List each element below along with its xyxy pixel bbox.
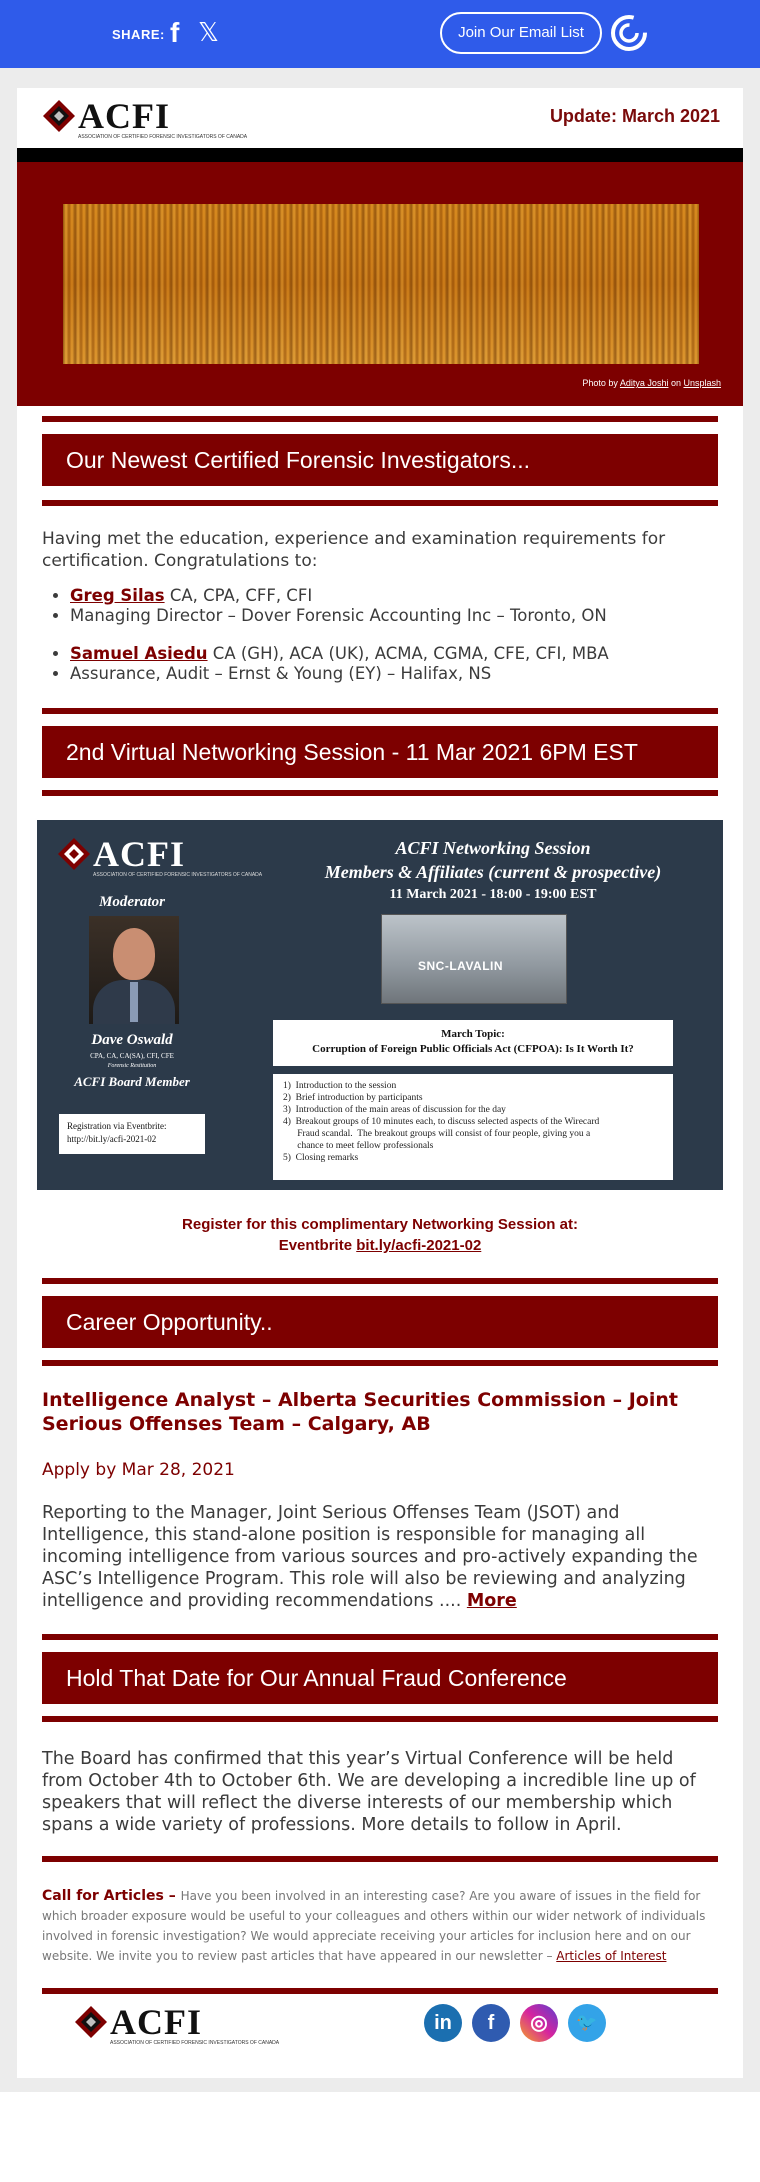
agenda-item: 5) Closing remarks: [283, 1153, 359, 1163]
acfi-diamond-icon: [42, 99, 76, 133]
section-rule: [42, 1360, 718, 1366]
facebook-icon[interactable]: f: [472, 2004, 510, 2042]
section-rule: [42, 500, 718, 506]
credit-author-link[interactable]: Aditya Joshi: [619, 378, 669, 388]
moderator-tie: [130, 982, 138, 1022]
moderator-creds2: Forensic Restitution: [107, 1063, 157, 1069]
more-link[interactable]: More: [466, 1591, 517, 1611]
section-heading-certified: Our Newest Certified Forensic Investigators...: [42, 434, 718, 486]
moderator-creds: CPA, CA, CA(SA), CFI, CFE: [90, 1052, 174, 1060]
banner-title: [273, 836, 713, 884]
certified-intro: Having met the education, experience and examination requirements for certification. Congratulations to:: [42, 529, 666, 571]
linkedin-icon[interactable]: in: [424, 2004, 462, 2042]
update-label: Update: March 2021: [549, 106, 720, 126]
banner-logo-subtitle: ASSOCIATION OF CERTIFIED FORENSIC INVESTIGATORS OF CANADA: [93, 872, 263, 878]
eventbrite-link[interactable]: bit.ly/acfi-2021-02: [356, 1237, 482, 1254]
job-title-link[interactable]: Intelligence Analyst – Alberta Securities Commission – Joint Serious Offenses Team – Calgary, AB: [42, 1389, 678, 1435]
person-link-greg-silas[interactable]: Greg Silas: [70, 586, 165, 605]
conference-body: The Board has confirmed that this year’s Virtual Conference will be held from October 4th to October 6th. We are developing a incredible line up of speakers that will reflect the diverse interests of our membership which spans a wide variety of professions. More details to follow in April.: [42, 1749, 696, 1835]
photo-credit: [582, 378, 721, 388]
job-description-text: Reporting to the Manager, Joint Serious Offenses Team (JSOT) and Intelligence, this stand-alone position is responsible for managing all incoming intelligence from various sources and pro-actively expanding the ASC’s Intelligence Program. This role will also be reviewing and analyzing intelligence and providing recommendations ....: [42, 1503, 698, 1611]
credit-site-link[interactable]: Unsplash: [683, 378, 721, 388]
logo-wordmark: ACFI: [78, 96, 170, 136]
logo-subtitle: ASSOCIATION OF CERTIFIED FORENSIC INVESTIGATORS OF CANADA: [78, 134, 248, 140]
instagram-icon[interactable]: ◎: [520, 2004, 558, 2042]
credit-mid: on: [668, 378, 684, 388]
person-creds: CA, CPA, CFF, CFI: [164, 586, 313, 605]
facebook-share-icon[interactable]: f: [170, 17, 180, 48]
job-description: [42, 1502, 718, 1612]
moderator-head: [113, 928, 155, 980]
person-link-samuel-asiedu[interactable]: Samuel Asiedu: [70, 644, 208, 663]
networking-session-banner[interactable]: [37, 820, 723, 1190]
section-heading-conference: Hold That Date for Our Annual Fraud Conference: [42, 1652, 718, 1704]
top-bar: [0, 0, 760, 68]
agenda-box: [273, 1074, 673, 1180]
agenda-item: Fraud scandal. The breakout groups will consist of four people, giving you a: [283, 1129, 591, 1139]
call-lead: Call for Articles –: [42, 1888, 181, 1904]
topic-line2: Corruption of Foreign Public Officials Act (CFPOA): Is It Worth It?: [312, 1043, 634, 1055]
register-text: [42, 1214, 718, 1256]
agenda-item: chance to meet fellow professionals: [283, 1141, 434, 1151]
header-divider: [17, 148, 743, 162]
footer-logo-wordmark: ACFI: [110, 2002, 202, 2042]
section-heading-career: Career Opportunity..: [42, 1296, 718, 1348]
hero-banner: [17, 162, 743, 406]
call-for-articles: [42, 1886, 712, 1966]
moderator-role: ACFI Board Member: [74, 1074, 190, 1089]
section-rule: [42, 1634, 718, 1640]
section-rule: [42, 1278, 718, 1284]
list-item: [70, 586, 710, 606]
moderator-photo: [89, 916, 179, 1024]
hero-image: [63, 204, 699, 364]
banner-title-line2: Members & Affiliates (current & prospective): [324, 862, 662, 882]
list-item: [70, 644, 710, 664]
twitter-icon[interactable]: 🐦: [568, 2004, 606, 2042]
banner-acfi-logo: [57, 834, 263, 878]
x-share-icon[interactable]: 𝕏: [198, 18, 219, 48]
agenda-item: 2) Brief introduction by participants: [283, 1093, 423, 1103]
section-rule: [42, 416, 718, 422]
moderator-name: Dave Oswald: [91, 1032, 173, 1048]
agenda-item: 3) Introduction of the main areas of discussion for the day: [283, 1105, 506, 1115]
agenda-item: 4) Breakout groups of 10 minutes each, to discuss selected aspects of the Wirecard: [283, 1117, 600, 1127]
building-sign: SNC-LAVALIN: [418, 959, 504, 973]
section-rule: [42, 790, 718, 796]
register-prefix: Eventbrite: [278, 1237, 357, 1254]
apply-by: Apply by Mar 28, 2021: [42, 1460, 235, 1480]
banner-title-line1: ACFI Networking Session: [395, 838, 591, 858]
articles-of-interest-link[interactable]: Articles of Interest: [556, 1949, 667, 1963]
section-rule: [42, 1856, 718, 1862]
registration-box: [59, 1114, 205, 1154]
registration-line2: http://bit.ly/acfi-2021-02: [67, 1134, 157, 1144]
credit-prefix: Photo by: [582, 378, 620, 388]
banner-date: 11 March 2021 - 18:00 - 19:00 EST: [389, 887, 597, 902]
list-item: • Managing Director – Dover Forensic Accounting Inc – Toronto, ON: [70, 606, 710, 626]
footer-logo-subtitle: ASSOCIATION OF CERTIFIED FORENSIC INVESTIGATORS OF CANADA: [110, 2040, 280, 2046]
certified-list-2: [70, 644, 710, 684]
registration-line1: Registration via Eventbrite:: [67, 1121, 167, 1131]
list-item: • Assurance, Audit – Ernst & Young (EY) – Halifax, NS: [70, 664, 710, 684]
footer-acfi-logo[interactable]: [74, 2002, 280, 2046]
person-creds: CA (GH), ACA (UK), ACMA, CGMA, CFE, CFI, MBA: [207, 644, 609, 663]
certified-list-1: [70, 586, 710, 626]
call-body: Have you been involved in an interesting case? Are you aware of issues in the field for which broader exposure would be useful to your colleagues and others within our wider network of individuals involved in forensic investigation? We would appreciate receiving your articles for inclusion here and on our website. We invite you to review past articles that have appeared in our newsletter –: [42, 1889, 706, 1963]
section-rule: [42, 1988, 718, 1994]
join-email-list-button[interactable]: Join Our Email List: [440, 12, 602, 54]
constant-contact-icon[interactable]: [610, 14, 648, 52]
moderator-label: Moderator: [99, 894, 165, 910]
section-rule: [42, 1716, 718, 1722]
register-line1: Register for this complimentary Networking Session at:: [182, 1216, 578, 1233]
acfi-diamond-icon: [57, 837, 91, 871]
section-rule: [42, 708, 718, 714]
share-label: SHARE:: [112, 27, 165, 42]
agenda-item: 1) Introduction to the session: [283, 1081, 397, 1091]
page-footer-bg: [0, 2092, 760, 2182]
building-photo: [381, 914, 567, 1004]
register-line2: [42, 1235, 718, 1256]
acfi-diamond-icon: [74, 2005, 108, 2039]
acfi-logo[interactable]: [42, 96, 248, 140]
topic-box: [273, 1020, 673, 1066]
section-heading-networking: 2nd Virtual Networking Session - 11 Mar 2021 6PM EST: [42, 726, 718, 778]
banner-logo-wordmark: ACFI: [93, 834, 185, 874]
topic-line1: March Topic:: [441, 1028, 505, 1040]
